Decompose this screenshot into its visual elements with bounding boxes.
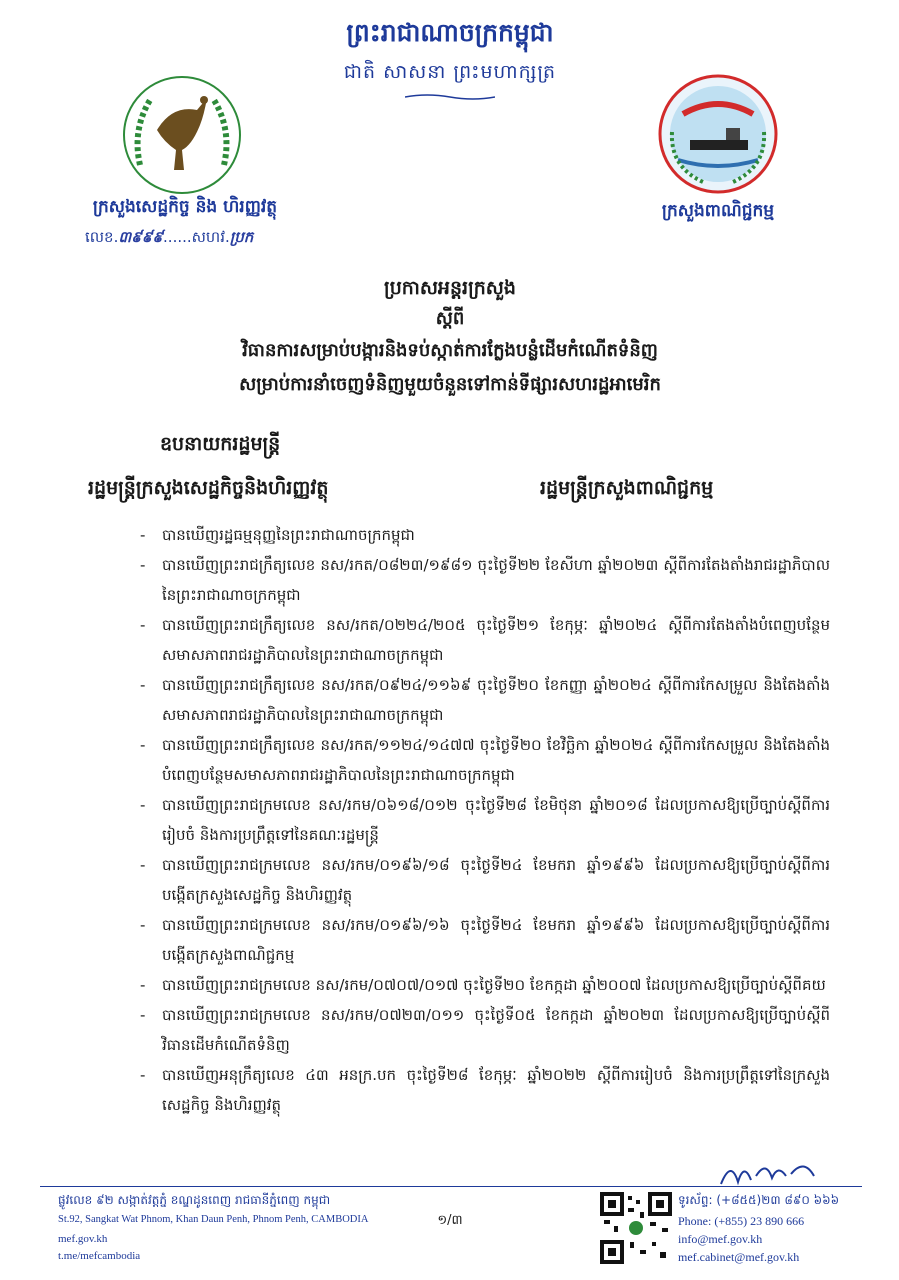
consideration-item: - បានឃើញព្រះរាជក្រមលេខ នស/រកម/០៦១៨/០១២ ចុះថ្ងៃទី២៨ ខែមិថុនា ឆ្នាំ២០១៨ ដែលប្រកាសឱ្យប្រើច្បាប់ស្តីពីការរៀបចំ និងការប្រព្រឹត្តទៅនៃគណៈរដ្ឋមន្ត្រី <box>140 796 830 844</box>
consideration-item: - បានឃើញព្រះរាជក្រមលេខ នស/រកម/០១៩៦/១៦ ចុះថ្ងៃទី២៤ ខែមករា ឆ្នាំ១៩៩៦ ដែលប្រកាសឱ្យប្រើច្បាប់ស្តីពីការបង្កើតក្រសួងពាណិជ្ជកម្ម <box>140 916 830 964</box>
mef-name: ក្រសួងសេដ្ឋកិច្ច និង ហិរញ្ញវត្ថុ <box>92 197 278 217</box>
phone-number[interactable]: Phone: (+855) 23 890 666 <box>678 1214 805 1228</box>
consideration-item: - បានឃើញព្រះរាជក្រឹត្យលេខ នស/រកត/០៨២៣/១៩៨១ ចុះថ្ងៃទី២២ ខែសីហា ឆ្នាំ២០២៣ ស្តីពីការតែងតាំងរាជរដ្ឋាភិបាលនៃព្រះរាជាណាចក្រកម្ពុជា <box>140 556 830 604</box>
website-link[interactable]: mef.gov.kh <box>58 1233 108 1245</box>
consideration-item: - បានឃើញព្រះរាជក្រឹត្យលេខ នស/រកត/០២២៤/២០៥ ចុះថ្ងៃទី២១ ខែកុម្ភៈ ឆ្នាំ២០២៤ ស្តីពីការតែងតាំងបំពេញបន្ថែមសមាសភាពរាជរដ្ឋាភិបាលនៃព្រះរាជាណាចក្រកម្ពុជា <box>140 616 830 664</box>
ref-suffix: ......សហវ. <box>163 228 230 246</box>
moc-name: ក្រសួងពាណិជ្ជកម្ម <box>661 201 775 221</box>
qr-code-icon <box>600 1192 672 1264</box>
minister-mef-title: រដ្ឋមន្ត្រីក្រសួងសេដ្ឋកិច្ចនិងហិរញ្ញវត្ថុ <box>88 477 329 499</box>
consideration-item: - បានឃើញអនុក្រឹត្យលេខ ៤៣ អនក្រ.បក ចុះថ្ងៃទី២៨ ខែកុម្ភៈ ឆ្នាំ២០២២ ស្តីពីការរៀបចំ និងការប្រព្រឹត្តទៅនៃក្រសួងសេដ្ឋកិច្ច និងហិរញ្ញវត្ថុ <box>140 1066 830 1114</box>
deputy-pm-title: ឧបនាយករដ្ឋមន្ត្រី <box>160 433 281 455</box>
consideration-item: - បានឃើញព្រះរាជក្រមលេខ នស/រកម/០១៩៦/១៨ ចុះថ្ងៃទី២៤ ខែមករា ឆ្នាំ១៩៩៦ ដែលប្រកាសឱ្យប្រើច្បាប់ស្តីពីការបង្កើតក្រសួងសេដ្ឋកិច្ច និងហិរញ្ញវត្ថុ <box>140 856 830 904</box>
footer-divider <box>40 1186 862 1187</box>
telegram-link[interactable]: t.me/mefcambodia <box>58 1250 141 1262</box>
telephone-khmer: ទូរស័ព្ទ: (+៨៥៥)២៣ ៨៩០ ៦៦៦ <box>678 1193 840 1207</box>
email-cabinet[interactable]: mef.cabinet@mef.gov.kh <box>678 1250 800 1264</box>
title-about: ស្ដីពី <box>435 308 465 329</box>
national-motto: ជាតិ សាសនា ព្រះមហាក្សត្រ <box>343 61 557 83</box>
subject-line-2: សម្រាប់ការនាំចេញទំនិញមួយចំនួនទៅកាន់ទីផ្សារសហរដ្ឋអាមេរិក <box>239 374 661 395</box>
subject-line-1: វិធានការសម្រាប់បង្ការនិងទប់ស្កាត់ការក្លែងបន្លំដើមកំណើតទំនិញ <box>242 340 658 361</box>
reference-number <box>85 228 325 250</box>
consideration-item: - បានឃើញព្រះរាជក្រឹត្យលេខ នស/រកត/១១២៤/១៤៧៧ ចុះថ្ងៃទី២០ ខែវិច្ឆិកា ឆ្នាំ២០២៤ ស្តីពីការកែសម្រួល និងតែងតាំងបំពេញបន្ថែមសមាសភាពរាជរដ្ឋាភិបាលនៃព្រះរាជាណាចក្រកម្ពុជា <box>140 736 830 784</box>
consideration-item: - បានឃើញព្រះរាជក្រមលេខ នស/រកម/០៧០៧/០១៧ ចុះថ្ងៃទី២០ ខែកក្កដា ឆ្នាំ២០០៧ ដែលប្រកាសឱ្យប្រើច្បាប់ស្តីពីគយ <box>140 976 826 994</box>
ref-label: លេខ. <box>85 228 119 246</box>
email-info[interactable]: info@mef.gov.kh <box>678 1232 763 1246</box>
ref-code: ប្រក <box>229 228 254 246</box>
considerations-list <box>140 520 830 1120</box>
consideration-item: - បានឃើញព្រះរាជក្រមលេខ នស/រកម/០៧២៣/០១១ ចុះថ្ងៃទី០៥ ខែកក្កដា ឆ្នាំ២០២៣ ដែលប្រកាសឱ្យប្រើច្បាប់ស្តីពីវិធានដើមកំណើតទំនិញ <box>140 1006 830 1054</box>
page-number: ១/៣ <box>437 1213 463 1228</box>
consideration-item: - បានឃើញរដ្ឋធម្មនុញ្ញនៃព្រះរាជាណាចក្រកម្ពុជា <box>140 526 415 544</box>
moc-logo <box>648 72 788 196</box>
kingdom-heading: ព្រះរាជាណាចក្រកម្ពុជា <box>346 18 554 47</box>
mef-logo <box>112 70 252 200</box>
address-english: St.92, Sangkat Wat Phnom, Khan Daun Penh, Phnom Penh, CAMBODIA <box>58 1214 369 1225</box>
consideration-item: - បានឃើញព្រះរាជក្រឹត្យលេខ នស/រកត/០៩២៤/១១៦៩ ចុះថ្ងៃទី២០ ខែកញ្ញា ឆ្នាំ២០២៤ ស្តីពីការកែសម្រួល និងតែងតាំងសមាសភាពរាជរដ្ឋាភិបាលនៃព្រះរាជាណាចក្រកម្ពុជា <box>140 676 830 724</box>
motto-ornament <box>405 93 495 101</box>
minister-moc-title: រដ្ឋមន្ត្រីក្រសួងពាណិជ្ជកម្ម <box>540 477 714 499</box>
ref-number: ៣៩៩៩ <box>118 228 164 246</box>
document-type: ប្រកាសអន្តរក្រសួង <box>384 277 516 299</box>
address-khmer: ផ្លូវលេខ ៩២ សង្កាត់វត្តភ្នំ ខណ្ឌដូនពេញ រាជធានីភ្នំពេញ កម្ពុជា <box>58 1193 331 1207</box>
